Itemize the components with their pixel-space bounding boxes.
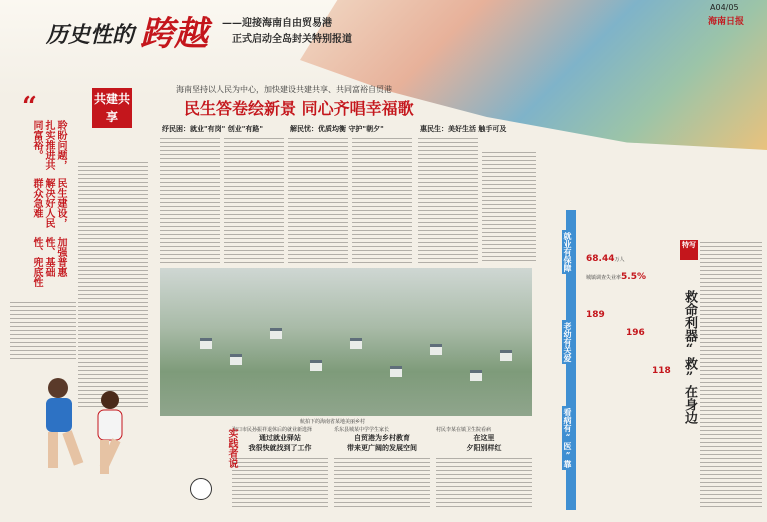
- bottom-stories: [232, 426, 532, 512]
- body-text-column: [224, 136, 284, 264]
- stat-4-number: 196: [626, 328, 645, 338]
- column-heading-3: 惠民生：美好生活 触手可及: [420, 125, 507, 133]
- story-text: [334, 456, 430, 510]
- column-heading-2: 解民忧：优质均衡 守护"朝夕": [290, 125, 384, 133]
- stat-3-number: 189: [586, 310, 605, 320]
- left-quote-line: 加强普惠性、基础性、兜底性: [31, 236, 66, 287]
- infographic-panel: [556, 210, 676, 510]
- body-text-column: [288, 136, 348, 264]
- football-icon: [190, 478, 212, 500]
- stat-2-number: 5.5%: [621, 272, 646, 282]
- body-text-column: [418, 136, 478, 264]
- story-title-line1: 通过就业驿站: [259, 433, 301, 442]
- masthead-title-part2: 跨越: [140, 14, 208, 54]
- house: [270, 328, 282, 339]
- aerial-village-photo: [160, 268, 532, 416]
- story-title-line1: 在这里: [473, 433, 495, 442]
- body-text-column: [352, 136, 412, 264]
- bottom-story-2: [334, 426, 430, 453]
- story-title-line1: 自贸港为乡村教育: [354, 433, 410, 442]
- house: [430, 344, 442, 355]
- paper-name: 海南日报: [708, 17, 745, 27]
- stat-4: [626, 328, 645, 338]
- stat-1: [586, 254, 624, 264]
- masthead-subtitle-line2: 正式启动全岛封关特别报道: [232, 34, 352, 45]
- left-quote: [30, 120, 66, 290]
- body-text-column: [160, 136, 220, 264]
- house: [470, 370, 482, 381]
- side-label-practitioner: 实践者说: [226, 428, 237, 468]
- bottom-story-3: [436, 426, 532, 453]
- column-heading-1: 纾民困：就业"有岗" 创业"有路": [162, 125, 264, 133]
- body-text-column: [482, 150, 536, 264]
- house: [200, 338, 212, 349]
- house: [350, 338, 362, 349]
- story-title-line2: 夕阳别样红: [466, 443, 502, 452]
- stat-1-number: 68.44: [586, 254, 615, 264]
- side-label-employment: 就业有保障: [563, 232, 573, 272]
- house: [500, 350, 512, 361]
- photo-caption: 航拍下的海南省某地美丽乡村: [300, 419, 366, 425]
- feature-title: 救命利器“救”在身边: [682, 290, 697, 424]
- side-label-medical: 看病有“医”靠: [563, 408, 573, 468]
- masthead-title-part1: 历史性的: [46, 22, 135, 48]
- house: [310, 360, 322, 371]
- bottom-story-1: [232, 426, 328, 453]
- feature-tag: 特写: [680, 240, 698, 260]
- story-title-line2: 我很快就找到了工作: [248, 443, 312, 452]
- left-quote-line: 民生建设，解决好人民群众急难: [31, 178, 66, 229]
- page-number: A04/05: [710, 3, 739, 12]
- stat-5: [652, 366, 671, 376]
- feature-text-column: [700, 240, 762, 510]
- stat-1-unit: 万人: [614, 257, 625, 263]
- house: [390, 366, 402, 377]
- left-quote-line: 聆盼问题，扎实推进共同富裕。: [31, 120, 66, 170]
- masthead-subtitle-line1: ——迎接海南自由贸易港: [222, 18, 332, 29]
- story-kicker: 海口市民孙振祥退休后的就业新选择: [232, 427, 313, 433]
- stat-3: [586, 310, 605, 320]
- story-kicker: 村民李某在镇卫生院看病: [436, 427, 492, 433]
- stat-5-number: 118: [652, 366, 671, 376]
- left-text-column-lower: [10, 300, 76, 360]
- children-football-illustration: [0, 360, 160, 518]
- left-quote-mark: “: [22, 92, 37, 122]
- stat-2-label: 城镇调查失业率: [586, 275, 622, 281]
- stat-2: [586, 272, 646, 282]
- headline-kicker: 海南坚持以人民为中心，加快建设共建共享、共同富裕自贸港: [176, 85, 392, 94]
- house: [230, 354, 242, 365]
- story-kicker: 乐东县城某中学学生家长: [334, 427, 390, 433]
- side-label-elderly-children: 老幼有关爱: [563, 322, 573, 362]
- section-badge: 共建共享: [92, 88, 132, 128]
- story-text: [436, 456, 532, 510]
- story-text: [232, 456, 328, 510]
- story-title-line2: 带来更广阔的发展空间: [347, 443, 417, 452]
- headline-main: 民生答卷绘新景 同心齐唱幸福歌: [184, 99, 414, 118]
